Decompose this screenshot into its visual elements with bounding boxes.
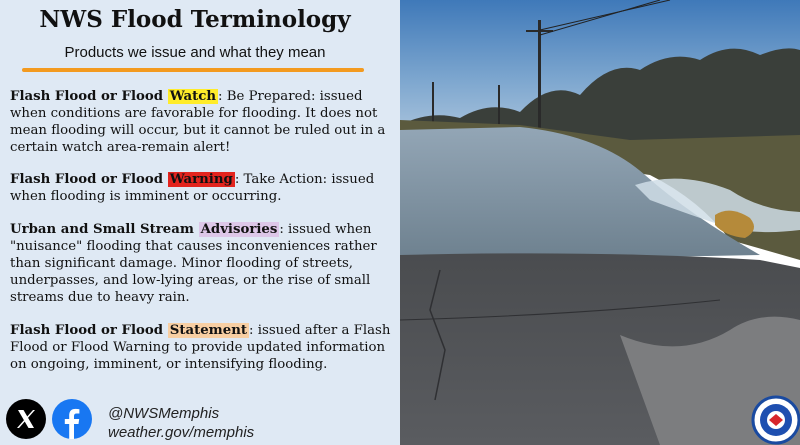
term-description: : issued after a Flash Flood or Flood Warning to provide updated information on ongoing, imminent, or intensifying flooding. [10,323,391,372]
term-highlight-statement: Statement [169,323,248,338]
term-description: : Take Action: issued when flooding is imminent or occurring. [10,172,375,204]
term-description: : issued when "nuisance" flooding that causes inconveniences rather than significant damage. Minor flooding of streets, underpasses, and low-lying areas, or the rise of small streams due to heavy rain. [10,222,377,305]
x-logo-icon[interactable] [6,399,46,439]
term-flood-watch [10,88,392,156]
website-link[interactable]: weather.gov/memphis [108,424,255,441]
term-stream-advisories [10,221,392,306]
term-prefix: Flash Flood or Flood [10,323,168,338]
term-flood-warning [10,171,392,205]
term-highlight-warning: Warning [169,172,233,187]
flooded-road-photo [400,0,800,445]
term-description: : Be Prepared: issued when conditions are favorable for flooding. It does not mean flooding will occur, but it cannot be ruled out in a certain watch area-remain alert! [10,89,386,155]
social-handle[interactable]: @NWSMemphis [108,405,220,422]
term-prefix: Urban and Small Stream [10,222,199,237]
accent-divider [22,68,364,72]
term-highlight-advisories: Advisories [200,222,278,237]
term-flood-statement [10,322,392,373]
page-subtitle: Products we issue and what they mean [64,44,326,61]
facebook-logo-icon[interactable] [52,399,92,439]
term-prefix: Flash Flood or Flood [10,89,168,104]
page-title: NWS Flood Terminology [39,6,351,33]
nws-seal [753,397,799,443]
term-highlight-watch: Watch [169,89,217,104]
term-prefix: Flash Flood or Flood [10,172,168,187]
